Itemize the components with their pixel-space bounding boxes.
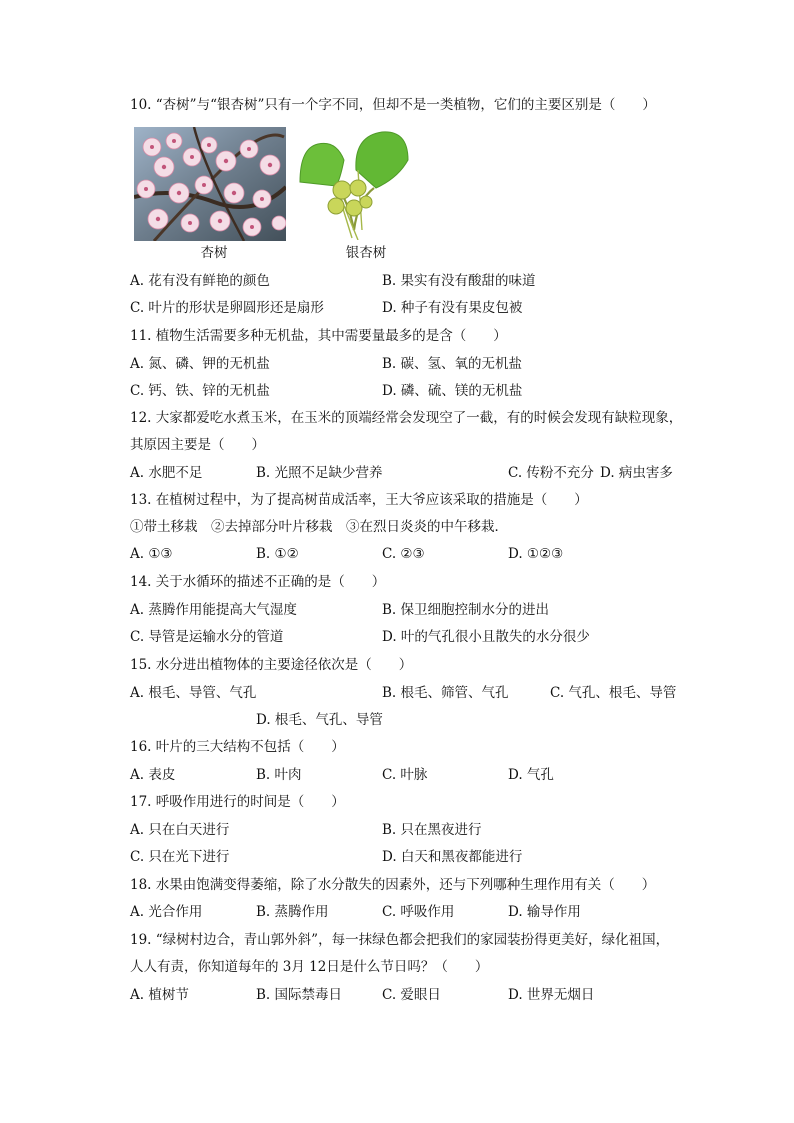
question-12-stem-line-2: 其原因主要是（ ） xyxy=(130,437,265,453)
question-10-option-c[interactable]: C. 叶片的形状是卵圆形还是扇形 xyxy=(130,300,324,316)
question-10-stem: 10. “杏树”与“银杏树”只有一个字不同，但却不是一类植物，它们的主要区别是（ ） xyxy=(130,97,656,113)
question-10-option-b[interactable]: B. 果实有没有酸甜的味道 xyxy=(382,273,536,289)
question-18-stem: 18. 水果由饱满变得萎缩，除了水分散失的因素外，还与下列哪种生理作用有关（ ） xyxy=(130,877,656,893)
question-15-option-d[interactable]: D. 根毛、气孔、导管 xyxy=(256,712,383,728)
question-16-option-d[interactable]: D. 气孔 xyxy=(508,767,554,783)
question-17-stem: 17. 呼吸作用进行的时间是（ ） xyxy=(130,794,345,810)
question-17-option-b[interactable]: B. 只在黑夜进行 xyxy=(382,822,482,838)
question-19-option-b[interactable]: B. 国际禁毒日 xyxy=(256,987,343,1003)
question-17-option-a[interactable]: A. 只在白天进行 xyxy=(130,822,230,838)
question-14-option-c[interactable]: C. 导管是运输水分的管道 xyxy=(130,629,284,645)
question-16-option-b[interactable]: B. 叶肉 xyxy=(256,767,302,783)
question-12-option-a[interactable]: A. 水肥不足 xyxy=(130,465,203,481)
question-17-option-d[interactable]: D. 白天和黑夜都能进行 xyxy=(382,849,523,865)
question-18-option-b[interactable]: B. 蒸腾作用 xyxy=(256,904,329,920)
question-11-stem: 11. 植物生活需要多种无机盐，其中需要量最多的是含（ ） xyxy=(130,328,507,344)
question-16-stem: 16. 叶片的三大结构不包括（ ） xyxy=(130,739,345,755)
question-19-option-c[interactable]: C. 爱眼日 xyxy=(382,987,441,1003)
question-15-option-a[interactable]: A. 根毛、导管、气孔 xyxy=(130,685,257,701)
question-11-option-b[interactable]: B. 碳、氢、氧的无机盐 xyxy=(382,356,523,372)
question-16-option-c[interactable]: C. 叶脉 xyxy=(382,767,428,783)
question-15-stem: 15. 水分进出植物体的主要途径依次是（ ） xyxy=(130,657,413,673)
question-10-option-d[interactable]: D. 种子有没有果皮包被 xyxy=(382,300,523,316)
question-13-stem: 13. 在植树过程中，为了提高树苗成活率，王大爷应该采取的措施是（ ） xyxy=(130,492,588,508)
question-17-option-c[interactable]: C. 只在光下进行 xyxy=(130,849,230,865)
apricot-tree-photo xyxy=(134,127,286,241)
question-16-option-a[interactable]: A. 表皮 xyxy=(130,767,176,783)
question-10-option-a[interactable]: A. 花有没有鲜艳的颜色 xyxy=(130,273,270,289)
question-11-option-d[interactable]: D. 磷、硫、镁的无机盐 xyxy=(382,383,523,399)
question-18-option-d[interactable]: D. 输导作用 xyxy=(508,904,581,920)
figure-caption-ginkgo: 银杏树 xyxy=(345,245,387,261)
question-18-option-c[interactable]: C. 呼吸作用 xyxy=(382,904,455,920)
question-13-option-a[interactable]: A. ①③ xyxy=(130,546,173,562)
question-14-option-b[interactable]: B. 保卫细胞控制水分的进出 xyxy=(382,602,550,618)
question-13-measures: ①带土移栽 ②去掉部分叶片移栽 ③在烈日炎炎的中午移栽． xyxy=(130,519,508,535)
question-12-option-b[interactable]: B. 光照不足缺少营养 xyxy=(256,465,383,481)
question-14-stem: 14. 关于水循环的描述不正确的是（ ） xyxy=(130,574,386,590)
question-19-option-a[interactable]: A. 植树节 xyxy=(130,987,189,1003)
question-11-option-c[interactable]: C. 钙、铁、锌的无机盐 xyxy=(130,383,270,399)
question-13-option-d[interactable]: D. ①②③ xyxy=(508,546,564,562)
question-12-option-d[interactable]: D. 病虫害多 xyxy=(600,465,673,481)
question-11-option-a[interactable]: A. 氮、磷、钾的无机盐 xyxy=(130,356,270,372)
figure-caption-apricot: 杏树 xyxy=(200,245,228,261)
question-15-option-b[interactable]: B. 根毛、筛管、气孔 xyxy=(382,685,509,701)
question-15-option-c[interactable]: C. 气孔、根毛、导管 xyxy=(550,685,677,701)
ginkgo-leaf-illustration xyxy=(296,130,412,240)
question-19-stem-line-1: 19. “绿树村边合，青山郭外斜”，每一抹绿色都会把我们的家园装扮得更美好，绿化祖国， xyxy=(130,932,670,948)
question-13-option-c[interactable]: C. ②③ xyxy=(382,546,425,562)
question-19-option-d[interactable]: D. 世界无烟日 xyxy=(508,987,595,1003)
question-12-stem-line-1: 12. 大家都爱吃水煮玉米，在玉米的顶端经常会发现空了一截，有的时候会发现有缺粒现象， xyxy=(130,410,683,426)
question-14-option-d[interactable]: D. 叶的气孔很小且散失的水分很少 xyxy=(382,629,590,645)
question-18-option-a[interactable]: A. 光合作用 xyxy=(130,904,203,920)
question-19-stem-line-2: 人人有责，你知道每年的 3月 12日是什么节日吗？（ ） xyxy=(130,959,489,975)
question-14-option-a[interactable]: A. 蒸腾作用能提高大气湿度 xyxy=(130,602,297,618)
question-13-option-b[interactable]: B. ①② xyxy=(256,546,299,562)
question-12-option-c[interactable]: C. 传粉不充分 xyxy=(508,465,594,481)
